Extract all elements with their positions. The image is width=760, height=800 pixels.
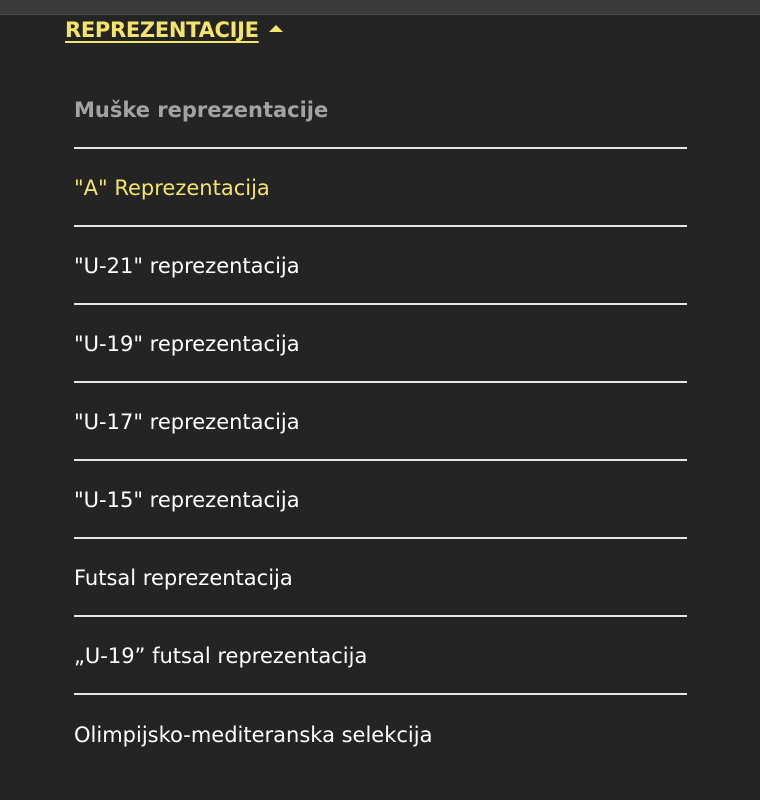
- menu-item-label[interactable]: "U-15" reprezentacija: [74, 488, 300, 512]
- section-title[interactable]: REPREZENTACIJE: [65, 18, 259, 42]
- menu-item-futsal[interactable]: [74, 539, 687, 617]
- menu-item-label[interactable]: Olimpijsko-mediteranska selekcija: [74, 723, 433, 747]
- menu-item-a-reprezentacija[interactable]: [74, 149, 687, 227]
- caret-up-icon[interactable]: [269, 25, 283, 32]
- menu-item-u19-futsal[interactable]: [74, 617, 687, 695]
- top-bar: [0, 0, 760, 15]
- menu-item-label[interactable]: "U-17" reprezentacija: [74, 410, 300, 434]
- menu-item-u17[interactable]: [74, 383, 687, 461]
- menu-item-label[interactable]: Futsal reprezentacija: [74, 566, 293, 590]
- menu-item-label[interactable]: "U-19" reprezentacija: [74, 332, 300, 356]
- submenu-list: [74, 71, 687, 773]
- section-toggle[interactable]: [65, 16, 283, 44]
- menu-item-label[interactable]: "A" Reprezentacija: [74, 176, 270, 200]
- menu-item-u19[interactable]: [74, 305, 687, 383]
- submenu-heading-label: Muške reprezentacije: [74, 98, 329, 122]
- menu-item-olimpijsko-mediteranska[interactable]: [74, 695, 687, 773]
- submenu-heading: [74, 71, 687, 149]
- menu-item-label[interactable]: „U-19” futsal reprezentacija: [74, 644, 368, 668]
- menu-item-label[interactable]: "U-21" reprezentacija: [74, 254, 300, 278]
- menu-item-u15[interactable]: [74, 461, 687, 539]
- menu-item-u21[interactable]: [74, 227, 687, 305]
